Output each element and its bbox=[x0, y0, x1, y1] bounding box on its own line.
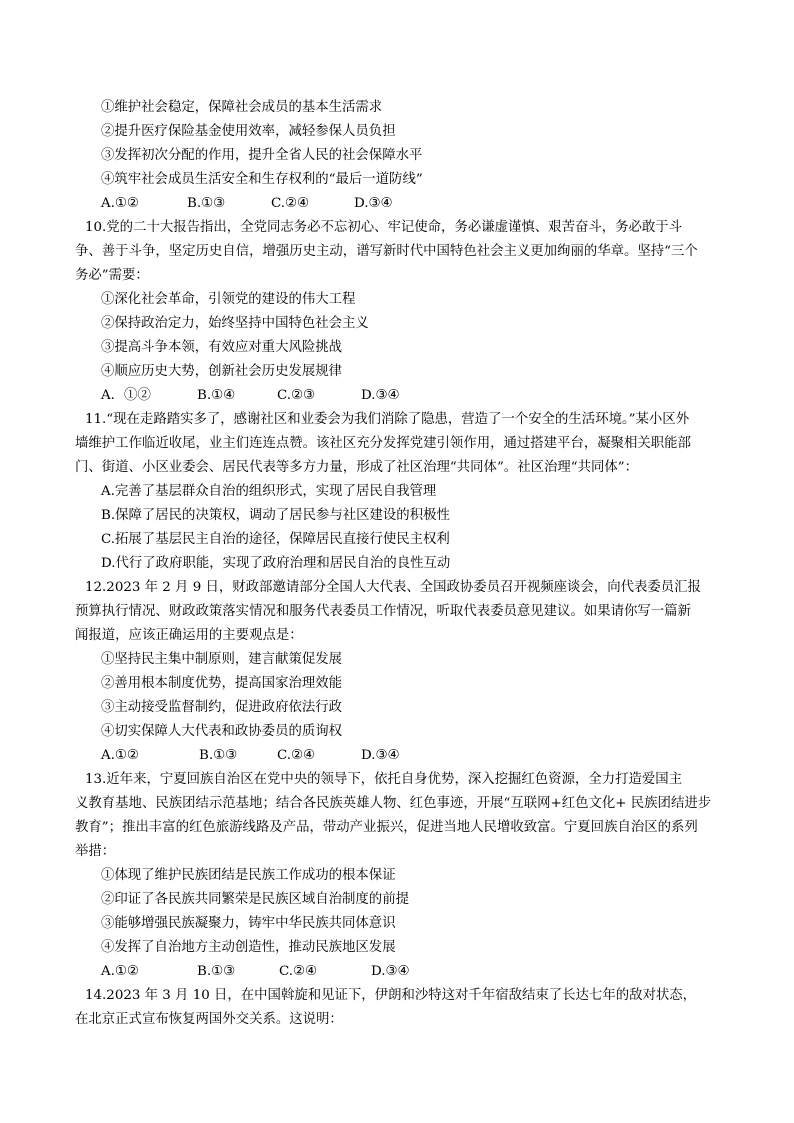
q11-option-b: B.保障了居民的决策权，调动了居民参与社区建设的积极性 bbox=[101, 508, 450, 523]
q12-option-3: ③主动接受监督制约，促进政府依法行政 bbox=[101, 700, 343, 715]
q13-stem-line-3: 教育”；推出丰富的红色旅游线路及产品，带动产业振兴，促进当地人民增收致富。宁夏回族自治区的系列 bbox=[75, 820, 698, 835]
q12-stem-line-1: 12.2023 年 2 月 9 日，财政部邀请部分全国人大代表、全国政协委员召开视频座谈会，向代表委员汇报 bbox=[85, 580, 701, 595]
q13-choices bbox=[101, 963, 410, 980]
q9-choice-a: A.①② bbox=[101, 196, 139, 211]
q13-option-1: ①体现了维护民族团结是民族工作成功的根本保证 bbox=[101, 868, 396, 883]
q12-choice-a: A.①② bbox=[101, 748, 139, 763]
q10-stem-line-3: 务必”需要： bbox=[75, 268, 149, 283]
q11-option-c: C.拓展了基层民主自治的途径，保障居民直接行使民主权利 bbox=[101, 532, 450, 547]
q13-choice-a: A.①② bbox=[101, 964, 139, 979]
q14-stem-line-1: 14.2023 年 3 月 10 日，在中国斡旋和见证下，伊朗和沙特这对千年宿敌结束了长达七年的敌对状态， bbox=[85, 988, 697, 1003]
q10-choice-d: D.③④ bbox=[361, 388, 400, 403]
q10-option-4: ④顺应历史大势，创新社会历史发展规律 bbox=[101, 364, 343, 379]
q12-choice-b: B.①③ bbox=[199, 748, 238, 763]
q13-stem-line-4: 举措： bbox=[75, 844, 116, 859]
q12-option-4: ④切实保障人大代表和政协委员的质询权 bbox=[101, 724, 343, 739]
q13-stem-line-1: 13.近年来，宁夏回族自治区在党中央的领导下，依托自身优势，深入挖掘红色资源，全力打造爱国主 bbox=[85, 772, 683, 787]
q9-option-2: ②提升医疗保险基金使用效率，减轻参保人员负担 bbox=[101, 124, 396, 139]
q11-option-d: D.代行了政府职能，实现了政府治理和居民自治的良性互动 bbox=[101, 556, 451, 571]
q13-choice-b: B.①③ bbox=[197, 964, 236, 979]
q12-stem-line-2: 预算执行情况、财政政策落实情况和服务代表委员工作情况，听取代表委员意见建议。如果请你写一篇新 bbox=[75, 604, 691, 619]
q10-stem-line-2: 争、善于斗争，坚定历史自信，增强历史主动，谱写新时代中国特色社会主义更加绚丽的华章。坚持“三个 bbox=[75, 244, 698, 259]
q12-choice-c: C.②④ bbox=[277, 748, 316, 763]
q12-option-2: ②善用根本制度优势，提高国家治理效能 bbox=[101, 676, 343, 691]
q10-option-1: ①深化社会革命，引领党的建设的伟大工程 bbox=[101, 292, 356, 307]
q12-choices bbox=[101, 747, 400, 764]
q10-choice-c: C.②③ bbox=[277, 388, 316, 403]
q13-option-3: ③能够增强民族凝聚力，铸牢中华民族共同体意识 bbox=[101, 916, 396, 931]
q11-stem-line-2: 墙维护工作临近收尾，业主们连连点赞。该社区充分发挥党建引领作用，通过搭建平台，凝聚相关职能部 bbox=[75, 436, 691, 451]
q9-option-4: ④筑牢社会成员生活安全和生存权利的“最后一道防线” bbox=[101, 172, 423, 187]
q12-option-1: ①坚持民主集中制原则，建言献策促发展 bbox=[101, 652, 343, 667]
q13-stem-line-2: 义教育基地、民族团结示范基地；结合各民族英雄人物、红色事迹，开展“互联网+红色文化+ 民族团结进步 bbox=[75, 796, 712, 811]
q13-choice-d: D.③④ bbox=[371, 964, 410, 979]
q9-option-3: ③发挥初次分配的作用，提升全省人民的社会保障水平 bbox=[101, 148, 423, 163]
q14-stem-line-2: 在北京正式宣布恢复两国外交关系。这说明： bbox=[75, 1012, 343, 1027]
q10-choice-a: A．①② bbox=[101, 388, 151, 403]
q9-option-1: ①维护社会稳定，保障社会成员的基本生活需求 bbox=[101, 100, 383, 115]
q9-choice-b: B.①③ bbox=[187, 196, 226, 211]
q10-choices bbox=[101, 387, 400, 404]
q12-choice-d: D.③④ bbox=[361, 748, 400, 763]
q9-choice-c: C.②④ bbox=[271, 196, 310, 211]
q13-option-4: ④发挥了自治地方主动创造性，推动民族地区发展 bbox=[101, 940, 396, 955]
q9-choice-d: D.③④ bbox=[354, 196, 393, 211]
q11-stem-line-3: 门、街道、小区业委会、居民代表等多方力量，形成了社区治理“共同体”。社区治理“共同体”： bbox=[75, 460, 639, 475]
q10-option-2: ②保持政治定力，始终坚持中国特色社会主义 bbox=[101, 316, 369, 331]
q13-option-2: ②印证了各民族共同繁荣是民族区域自治制度的前提 bbox=[101, 892, 409, 907]
q9-choices bbox=[101, 195, 393, 212]
q10-choice-b: B.①④ bbox=[197, 388, 236, 403]
q13-choice-c: C.②④ bbox=[279, 964, 318, 979]
q11-stem-line-1: 11.“现在走路踏实多了，感谢社区和业委会为我们消除了隐患，营造了一个安全的生活环境。”某小区外 bbox=[85, 412, 690, 427]
q11-option-a: A.完善了基层群众自治的组织形式，实现了居民自我管理 bbox=[101, 484, 437, 499]
q12-stem-line-3: 闻报道，应该正确运用的主要观点是： bbox=[75, 628, 303, 643]
q10-stem-line-1: 10.党的二十大报告指出，全党同志务必不忘初心、牢记使命，务必谦虚谨慎、艰苦奋斗，务必敢于斗 bbox=[85, 220, 683, 235]
q10-option-3: ③提高斗争本领，有效应对重大风险挑战 bbox=[101, 340, 343, 355]
